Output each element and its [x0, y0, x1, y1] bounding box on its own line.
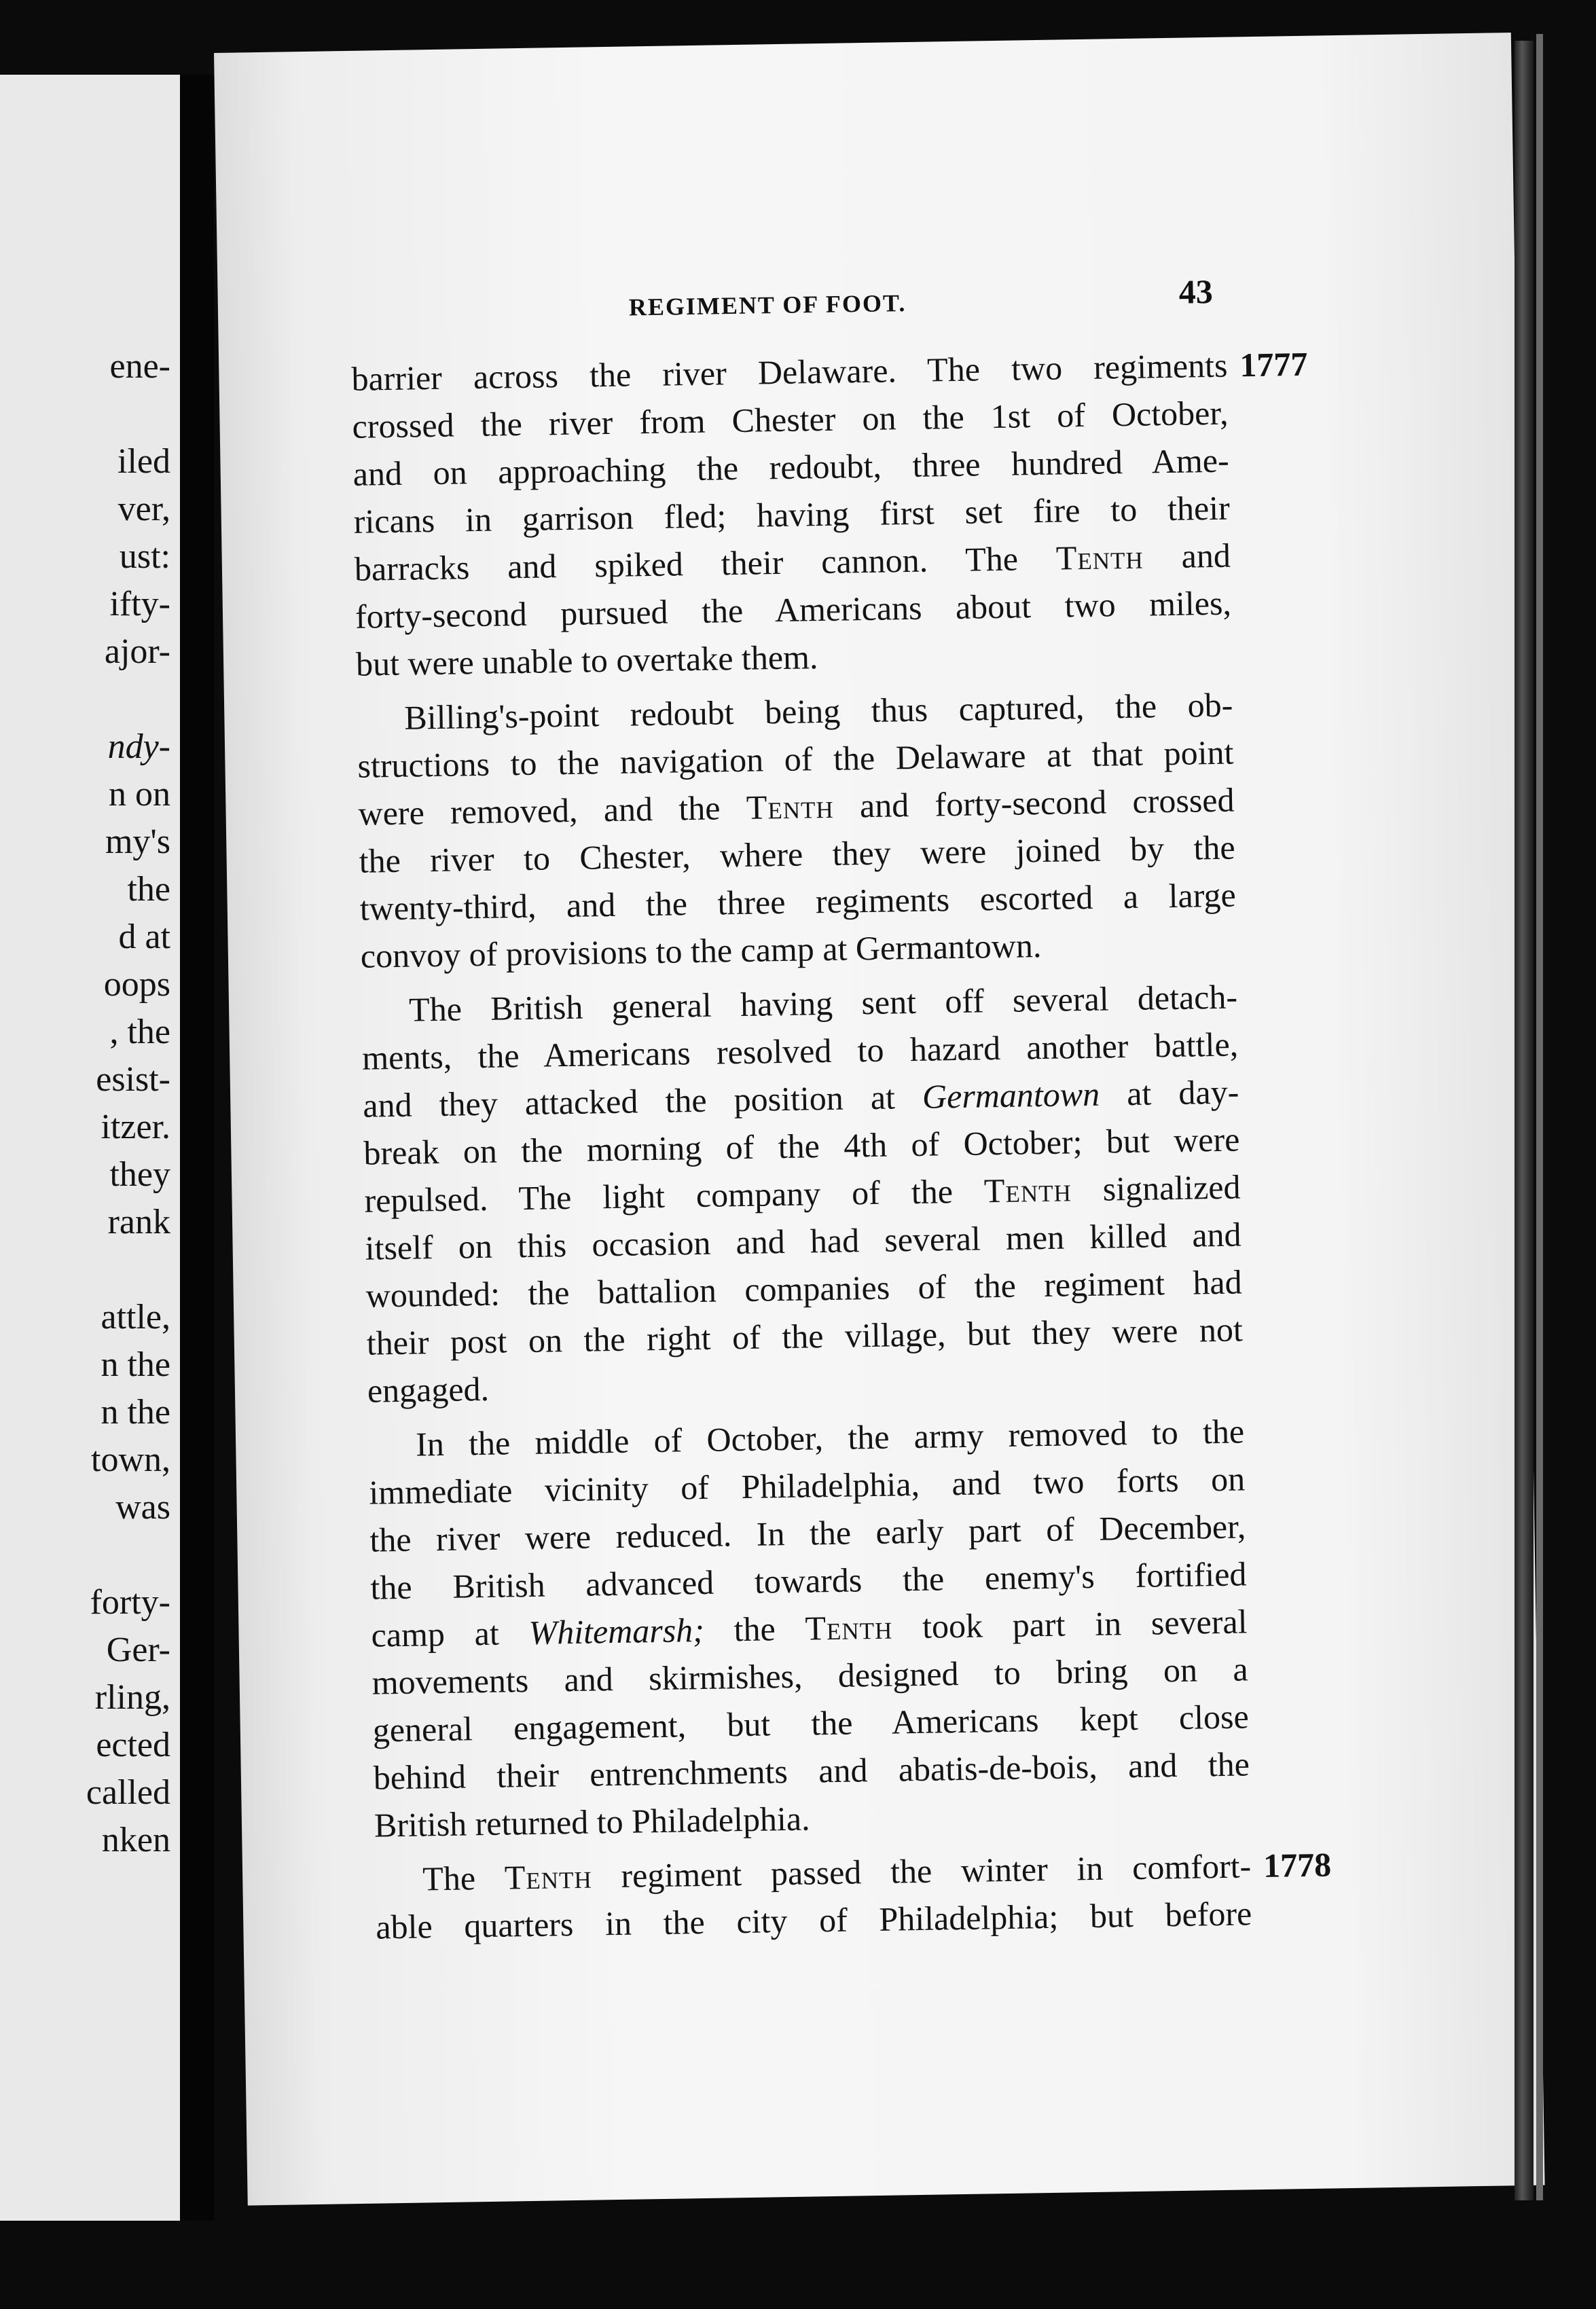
text-line: and on approaching the redoubt, three hundred Ame- [352, 441, 1230, 493]
text-line: itself on this occasion and had several men killed and [365, 1215, 1241, 1267]
text-line: structions to the navigation of the Delaware at that point [357, 733, 1234, 785]
left-line: ndy- [107, 727, 170, 766]
text-line: Billing's-point redoubt being thus captured, the ob- [403, 685, 1233, 737]
text-line: The Tenth regiment passed the winter in comfort- 1778 [375, 1842, 1252, 1903]
left-line: itzer. [101, 1108, 170, 1146]
left-line: rank [107, 1203, 170, 1241]
left-line: rling, [94, 1678, 170, 1717]
left-line: attle, [101, 1298, 170, 1337]
text-line: In the middle of October, the army removed to the [415, 1412, 1245, 1463]
text-line: behind their entrenchments and abatis-de-bois, and the [373, 1745, 1250, 1797]
left-line: , the [109, 1013, 170, 1051]
book-page [214, 33, 1545, 2206]
text-line: ricans in garrison fled; having first set fire to their [353, 488, 1231, 541]
left-line: ver, [117, 490, 170, 528]
left-line: was [115, 1488, 170, 1527]
text-line: British returned to Philadelphia. [374, 1799, 810, 1844]
left-line: town, [91, 1440, 170, 1479]
text-line: wounded: the battalion companies of the regiment had [365, 1262, 1243, 1315]
text-line: break on the morning of the 4th of October; but were [363, 1120, 1240, 1172]
text-line: the river to Chester, where they were joined by the [359, 828, 1235, 880]
book-gutter [180, 75, 214, 2221]
left-line: my's [105, 822, 170, 861]
text-line: but were unable to overtake them. [355, 638, 818, 683]
left-line: esist- [96, 1060, 170, 1099]
text-line: able quarters in the city of Philadelphia; but before [375, 1894, 1252, 1946]
left-line: oops [103, 965, 170, 1004]
left-line: n the [101, 1393, 170, 1432]
text-line: The British general having sent off several detach- [408, 977, 1238, 1029]
text-line: their post on the right of the village, but they were not [366, 1310, 1244, 1362]
page-body [351, 342, 1332, 1951]
left-line: Ger- [106, 1631, 170, 1669]
text-line: and they attacked the position at Germantown at day- [362, 1072, 1239, 1125]
text-line: barracks and spiked their cannon. The Tenth and [354, 536, 1231, 588]
text-line: convoy of provisions to the camp at Germantown. [360, 926, 1042, 975]
left-line: ust: [119, 537, 170, 576]
text-line: ments, the Americans resolved to hazard another battle, [361, 1025, 1239, 1077]
text-line: the British advanced towards the enemy's fortified [370, 1555, 1247, 1607]
text-line: engaged. [367, 1369, 490, 1410]
left-line: d at [118, 917, 170, 956]
text-line: crossed the river from Chester on the 1st of October, [352, 393, 1229, 446]
text-line: repulsed. The light company of the Tenth signalized [364, 1167, 1241, 1220]
left-line: ected [96, 1726, 170, 1764]
text-line: movements and skirmishes, designed to bring on a [371, 1650, 1249, 1702]
text-line: general engagement, but the Americans kept close [372, 1697, 1250, 1749]
left-line: nken [101, 1821, 170, 1859]
left-page-fragment [0, 75, 180, 2221]
text-line: barrier across the river Delaware. The two regiments 1777 [351, 342, 1228, 403]
page-number: 43 [1178, 272, 1214, 311]
left-line: n on [109, 775, 170, 814]
left-line: the [127, 870, 170, 909]
left-line: iled [117, 442, 170, 481]
margin-year: 1778 [1263, 1845, 1332, 1885]
left-line: n the [101, 1345, 170, 1384]
left-line: ajor- [104, 632, 170, 671]
text-line: forty-second pursued the Americans about two miles, [355, 583, 1232, 636]
text-line: camp at Whitemarsh; the Tenth took part in several [371, 1602, 1248, 1654]
left-line: called [86, 1773, 170, 1812]
text-line: were removed, and the Tenth and forty-second crossed [358, 780, 1235, 833]
page-edge [1515, 41, 1534, 2200]
left-line: forty- [90, 1583, 170, 1622]
page-header [218, 274, 1516, 335]
left-line: ene- [109, 347, 170, 386]
left-line: they [109, 1155, 170, 1194]
margin-year: 1777 [1239, 344, 1308, 384]
text-line: the river were reduced. In the early part of December, [369, 1507, 1246, 1559]
text-line: twenty-third, and the three regiments escorted a large [359, 875, 1237, 928]
text-line: immediate vicinity of Philadelphia, and two forts on [368, 1459, 1246, 1512]
page-edge [1536, 34, 1543, 2200]
running-head: REGIMENT OF FOOT. [628, 289, 907, 321]
left-line: ifty- [109, 585, 170, 623]
